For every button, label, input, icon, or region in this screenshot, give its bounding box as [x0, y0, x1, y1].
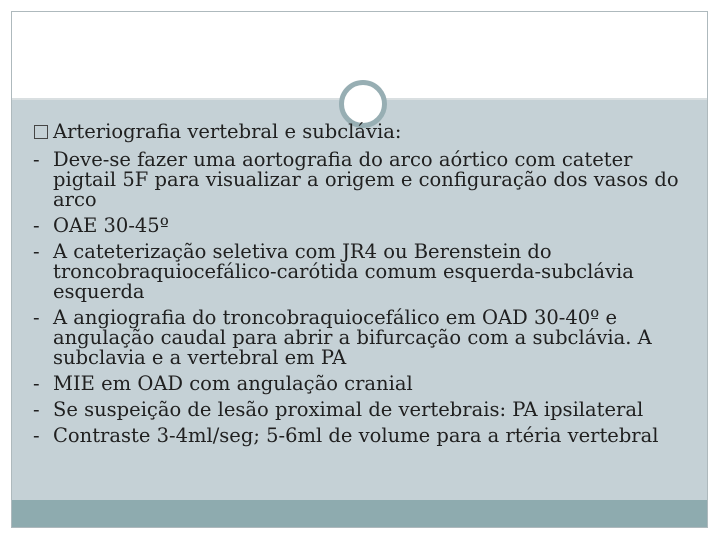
- dash-bullet: -: [33, 398, 40, 421]
- list-item-text: OAE 30-45º: [53, 214, 169, 237]
- list-item-text: Se suspeição de lesão proximal de vertebrais: PA ipsilateral: [53, 398, 644, 421]
- dash-bullet: -: [33, 424, 40, 447]
- list-item-text: MIE em OAD com angulação cranial: [53, 372, 413, 395]
- list-item: [33, 242, 693, 302]
- list-item-text: Contraste 3-4ml/seg; 5-6ml de volume para a rtéria vertebral: [53, 424, 659, 447]
- checkbox-bullet-icon: [34, 125, 48, 139]
- bullet-list: [33, 150, 693, 446]
- list-item: [33, 426, 693, 446]
- list-item-text: Deve-se fazer uma aortografia do arco aórtico com cateter pigtail 5F para visualizar a origem e configuração dos vasos do arco: [53, 148, 679, 211]
- list-item: [33, 216, 693, 236]
- list-item-text: A cateterização seletiva com JR4 ou Berenstein do troncobraquiocefálico-carótida comum esquerda-subclávia esquerda: [53, 240, 634, 303]
- list-item-text: A angiografia do troncobraquiocefálico em OAD 30-40º e angulação caudal para abrir a bifurcação com a subclávia. A subclavia e a vertebral em PA: [53, 306, 652, 369]
- dash-bullet: -: [33, 240, 40, 263]
- dash-bullet: -: [33, 214, 40, 237]
- dash-bullet: -: [33, 306, 40, 329]
- footer-band: [12, 500, 707, 527]
- dash-bullet: -: [33, 148, 40, 171]
- heading-line: [33, 120, 693, 144]
- list-item: [33, 374, 693, 394]
- list-item: [33, 150, 693, 210]
- slide-heading: Arteriografia vertebral e subclávia:: [53, 120, 402, 143]
- list-item: [33, 400, 693, 420]
- dash-bullet: -: [33, 372, 40, 395]
- list-item: [33, 308, 693, 368]
- slide-body: [33, 120, 693, 446]
